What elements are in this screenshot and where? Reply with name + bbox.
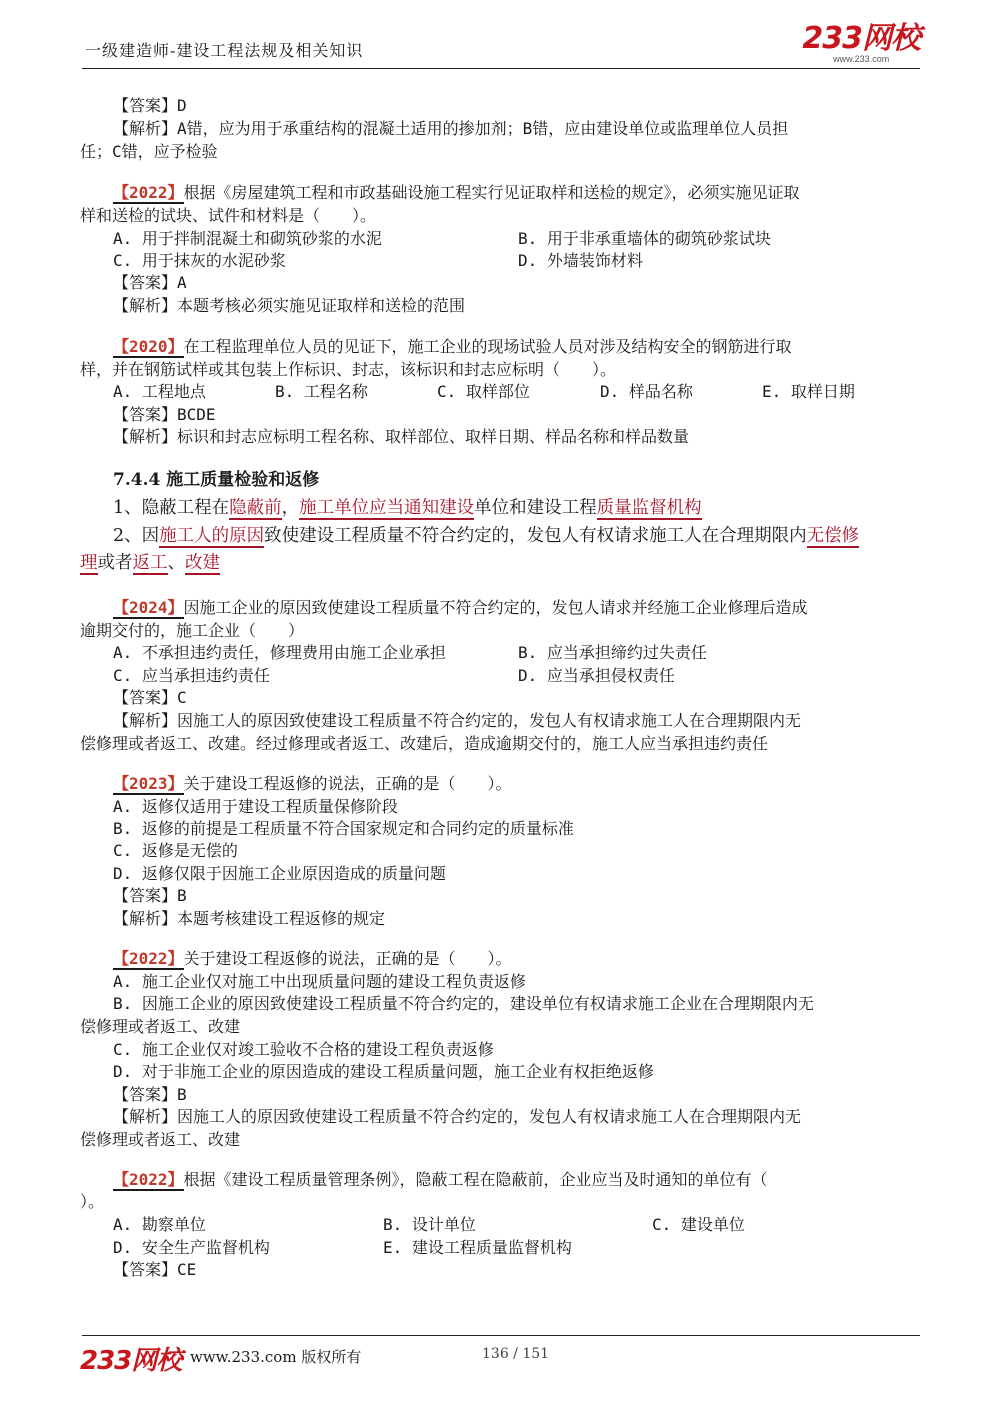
section-point-2 — [113, 525, 859, 547]
brand-logo[interactable] — [802, 21, 920, 64]
key-term: 无偿修 — [806, 526, 860, 546]
key-term: 质量监督机构 — [596, 498, 702, 518]
option-e: E. 取样日期 — [762, 382, 855, 401]
footer-copyright: www.233.com 版权所有 — [190, 1348, 362, 1366]
brand-logo-text: 233网校 — [802, 21, 920, 56]
option-d: D. 对于非施工企业的原因造成的建设工程质量问题，施工企业有权拒绝返修 — [113, 1062, 654, 1081]
analysis-line: 【解析】A错，应为用于承重结构的混凝土适用的掺加剂；B错，应由建设单位或监理单位人员担 — [113, 119, 789, 138]
option-a: A. 用于拌制混凝土和砌筑砂浆的水泥 — [113, 229, 382, 248]
option-c: C. 施工企业仅对竣工验收不合格的建设工程负责返修 — [113, 1040, 494, 1059]
question-stem — [113, 774, 512, 794]
analysis-line: 任；C错，应予检验 — [80, 142, 218, 161]
option-a: A. 返修仅适用于建设工程质量保修阶段 — [113, 797, 398, 816]
option-b-cont: 偿修理或者返工、改建 — [80, 1017, 241, 1036]
key-term: 施工人的原因 — [159, 526, 265, 546]
year-tag: 【2020】 — [113, 337, 184, 356]
analysis-line: 偿修理或者返工、改建。经过修理或者返工、改建后，造成逾期交付的，施工人应当承担违约责任 — [80, 734, 769, 753]
option-c: C. 建设单位 — [652, 1215, 745, 1234]
option-c: C. 用于抹灰的水泥砂浆 — [113, 251, 286, 270]
text-span: 2、因 — [113, 526, 160, 546]
analysis-line: 【解析】因施工人的原因致使建设工程质量不符合约定的，发包人有权请求施工人在合理期限内无 — [113, 1107, 802, 1126]
document-header-title: 一级建造师-建设工程法规及相关知识 — [85, 41, 364, 60]
key-term: 理 — [80, 553, 98, 573]
answer-line: 【答案】B — [113, 1085, 187, 1104]
option-b: B. 设计单位 — [383, 1215, 476, 1234]
stem-text: 根据《建设工程质量管理条例》，隐蔽工程在隐蔽前，企业应当及时通知的单位有（ — [183, 1170, 768, 1189]
text-span: 或者 — [97, 553, 133, 573]
year-tag: 【2022】 — [113, 183, 184, 202]
key-term: 改建 — [185, 553, 220, 573]
key-term: 返工 — [132, 553, 168, 573]
option-b: B. 应当承担缔约过失责任 — [518, 643, 707, 662]
footer-logo[interactable]: 233网校 — [80, 1346, 182, 1376]
text-span: 、 — [167, 553, 185, 573]
key-term: 隐蔽前 — [229, 498, 282, 518]
option-d: D. 样品名称 — [600, 382, 693, 401]
answer-line: 【答案】CE — [113, 1260, 197, 1279]
section-heading: 7.4.4 施工质量检验和返修 — [113, 470, 320, 490]
option-b: B. 返修的前提是工程质量不符合国家规定和合同约定的质量标准 — [113, 819, 574, 838]
option-a: A. 施工企业仅对施工中出现质量问题的建设工程负责返修 — [113, 972, 526, 991]
question-stem-cont: 样，并在钢筋试样或其包装上作标识、封志，该标识和封志应标明（ ）。 — [80, 360, 617, 379]
option-a: A. 不承担违约责任，修理费用由施工企业承担 — [113, 643, 446, 662]
stem-text: 关于建设工程返修的说法，正确的是（ ）。 — [183, 949, 512, 968]
question-stem — [113, 337, 792, 357]
answer-line: 【答案】BCDE — [113, 405, 216, 424]
analysis-line: 【解析】本题考核建设工程返修的规定 — [113, 909, 386, 928]
option-b: B. 用于非承重墙体的砌筑砂浆试块 — [518, 229, 771, 248]
option-c: C. 应当承担违约责任 — [113, 666, 270, 685]
text-span: 1、隐蔽工程在 — [113, 498, 230, 518]
analysis-line: 【解析】因施工人的原因致使建设工程质量不符合约定的，发包人有权请求施工人在合理期限内无 — [113, 711, 802, 730]
year-tag: 【2022】 — [113, 949, 184, 968]
option-c: C. 取样部位 — [437, 382, 530, 401]
stem-text: 因施工企业的原因致使建设工程质量不符合约定的，发包人请求并经施工企业修理后造成 — [183, 598, 808, 617]
text-span: 致使建设工程质量不符合约定的，发包人有权请求施工人在合理期限内 — [264, 526, 807, 546]
answer-line: 【答案】A — [113, 273, 187, 292]
answer-line: 【答案】C — [113, 688, 187, 707]
option-c: C. 返修是无偿的 — [113, 841, 238, 860]
brand-logo-url: www.233.com — [833, 54, 890, 64]
year-tag: 【2022】 — [113, 1170, 184, 1189]
option-a: A. 工程地点 — [113, 382, 206, 401]
answer-line: 【答案】D — [113, 96, 187, 115]
text-span: 单位和建设工程 — [474, 498, 597, 518]
year-tag: 【2024】 — [113, 598, 184, 617]
question-stem-cont: 样和送检的试块、试件和材料是（ ）。 — [80, 206, 377, 225]
page-number: 136 / 151 — [482, 1346, 550, 1362]
answer-line: 【答案】B — [113, 886, 187, 905]
section-point-2-cont — [80, 552, 220, 574]
question-stem — [113, 949, 512, 969]
text-span: ， — [281, 498, 300, 518]
footer-divider — [82, 1335, 920, 1336]
question-stem-cont: 逾期交付的，施工企业（ ） — [80, 621, 305, 640]
option-e: E. 建设工程质量监督机构 — [383, 1238, 572, 1257]
stem-text: 关于建设工程返修的说法，正确的是（ ）。 — [183, 774, 512, 793]
option-d: D. 应当承担侵权责任 — [518, 666, 675, 685]
option-a: A. 勘察单位 — [113, 1215, 206, 1234]
question-stem — [113, 598, 808, 618]
header-divider — [82, 68, 920, 69]
section-point-1 — [113, 497, 702, 519]
option-b: B. 工程名称 — [275, 382, 368, 401]
option-b: B. 因施工企业的原因致使建设工程质量不符合约定的，建设单位有权请求施工企业在合理期限内无 — [113, 994, 814, 1013]
analysis-line: 偿修理或者返工、改建 — [80, 1130, 241, 1149]
analysis-line: 【解析】标识和封志应标明工程名称、取样部位、取样日期、样品名称和样品数量 — [113, 427, 690, 446]
analysis-line: 【解析】本题考核必须实施见证取样和送检的范围 — [113, 296, 466, 315]
question-stem-cont: ）。 — [80, 1192, 105, 1211]
year-tag: 【2023】 — [113, 774, 184, 793]
stem-text: 在工程监理单位人员的见证下，施工企业的现场试验人员对涉及结构安全的钢筋进行取 — [183, 337, 792, 356]
option-d: D. 返修仅限于因施工企业原因造成的质量问题 — [113, 864, 446, 883]
question-stem — [113, 183, 800, 203]
option-d: D. 安全生产监督机构 — [113, 1238, 270, 1257]
option-d: D. 外墙装饰材料 — [518, 251, 643, 270]
stem-text: 根据《房屋建筑工程和市政基础设施工程实行见证取样和送检的规定》，必须实施见证取 — [183, 183, 800, 202]
key-term: 施工单位应当通知建设 — [299, 498, 475, 518]
question-stem — [113, 1170, 768, 1190]
